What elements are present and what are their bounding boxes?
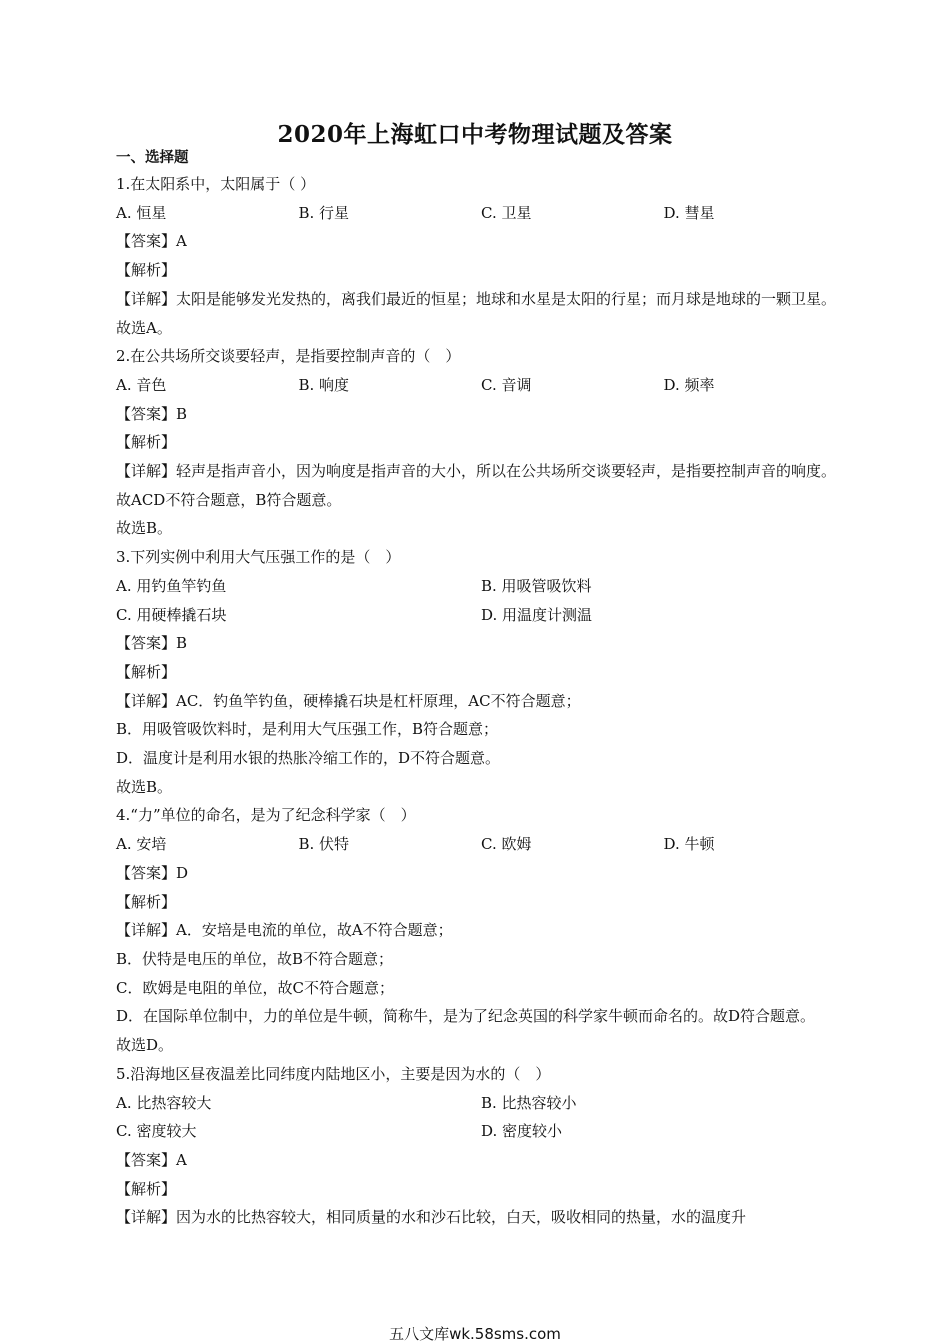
conclusion-line: 故选B。	[116, 777, 173, 796]
options-row	[116, 601, 846, 630]
question-stem: 1.在太阳系中，太阳属于（ ）	[116, 175, 316, 193]
options-row	[116, 1089, 846, 1118]
analysis-heading: 【解析】	[116, 261, 177, 280]
answer-line: 【答案】D	[116, 863, 189, 882]
question-stem: 2.在公共场所交谈要轻声，是指要控制声音的（ ）	[116, 347, 461, 366]
detail-text: 【详解】太阳是能够发光发热的，离我们最近的恒星；地球和水星是太阳的行星；而月球是地球的一颗卫星。	[116, 289, 837, 308]
detail-text: 【详解】因为水的比热容较大，相同质量的水和沙石比较，白天，吸收相同的热量，水的温度升	[116, 1208, 747, 1227]
option-a: A. 恒星	[116, 203, 167, 222]
detail-text: D．温度计是利用水银的热胀冷缩工作的，D不符合题意。	[116, 749, 501, 768]
option-c: C. 音调	[481, 375, 532, 394]
option-c: C. 密度较大	[116, 1122, 197, 1141]
option-b: B. 比热容较小	[481, 1093, 577, 1112]
analysis-heading: 【解析】	[116, 662, 177, 681]
options-row	[116, 1117, 846, 1146]
option-d: D. 彗星	[663, 203, 715, 222]
option-d: D. 用温度计测温	[481, 605, 593, 624]
option-d: D. 频率	[663, 375, 715, 394]
option-b: B. 响度	[298, 375, 350, 394]
option-c: C. 欧姆	[481, 835, 532, 854]
question-stem: 3.下列实例中利用大气压强工作的是（ ）	[116, 548, 401, 567]
option-a: A. 安培	[116, 835, 167, 854]
detail-text: 【详解】轻声是指声音小，因为响度是指声音的大小，所以在公共场所交谈要轻声，是指要控制声音的响度。故ACD不符合题意，B符合题意。	[116, 462, 837, 509]
question-2	[116, 342, 846, 543]
options-row	[116, 830, 846, 859]
question-5	[116, 1060, 846, 1232]
detail-text: 【详解】A．安培是电流的单位，故A不符合题意；	[116, 921, 453, 940]
option-d: D. 牛顿	[663, 835, 715, 854]
options-row	[116, 371, 846, 400]
option-c: C. 用硬棒撬石块	[116, 605, 227, 624]
option-b: B. 用吸管吸饮料	[481, 576, 592, 595]
question-3	[116, 543, 846, 801]
footer-watermark: 五八文库wk.58sms.com	[389, 1325, 561, 1343]
section-heading: 一、选择题	[116, 149, 189, 166]
detail-text: B．用吸管吸饮料时，是利用大气压强工作，B符合题意；	[116, 720, 499, 739]
detail-text: 【详解】AC．钓鱼竿钓鱼，硬棒撬石块是杠杆原理，AC不符合题意；	[116, 691, 581, 710]
conclusion-line: 故选B。	[116, 519, 173, 538]
option-b: B. 行星	[298, 203, 350, 222]
option-a: A. 用钓鱼竿钓鱼	[116, 576, 227, 595]
analysis-heading: 【解析】	[116, 433, 177, 452]
detail-text: D．在国际单位制中，力的单位是牛顿，简称牛，是为了纪念英国的科学家牛顿而命名的。故D符合题意。	[116, 1007, 816, 1026]
document-body	[116, 145, 846, 1232]
options-row	[116, 572, 846, 601]
question-stem: 4.“力”单位的命名，是为了纪念科学家（ ）	[116, 806, 416, 825]
detail-text: C．欧姆是电阻的单位，故C不符合题意；	[116, 978, 394, 997]
option-a: A. 比热容较大	[116, 1093, 212, 1112]
detail-text: B．伏特是电压的单位，故B不符合题意；	[116, 949, 394, 968]
options-row	[116, 199, 846, 228]
answer-line: 【答案】B	[116, 404, 188, 423]
option-b: B. 伏特	[298, 835, 350, 854]
option-c: C. 卫星	[481, 203, 532, 222]
answer-line: 【答案】A	[116, 232, 187, 251]
question-4	[116, 801, 846, 1059]
question-1	[116, 170, 846, 342]
conclusion-line: 故选A。	[116, 318, 172, 337]
question-stem: 5.沿海地区昼夜温差比同纬度内陆地区小，主要是因为水的（ ）	[116, 1064, 551, 1083]
answer-line: 【答案】A	[116, 1150, 187, 1169]
conclusion-line: 故选D。	[116, 1036, 174, 1055]
document-title: 2020年上海虹口中考物理试题及答案	[277, 121, 673, 148]
option-a: A. 音色	[116, 375, 167, 394]
answer-line: 【答案】B	[116, 634, 188, 653]
option-d: D. 密度较小	[481, 1122, 563, 1141]
analysis-heading: 【解析】	[116, 1179, 177, 1198]
analysis-heading: 【解析】	[116, 892, 177, 911]
